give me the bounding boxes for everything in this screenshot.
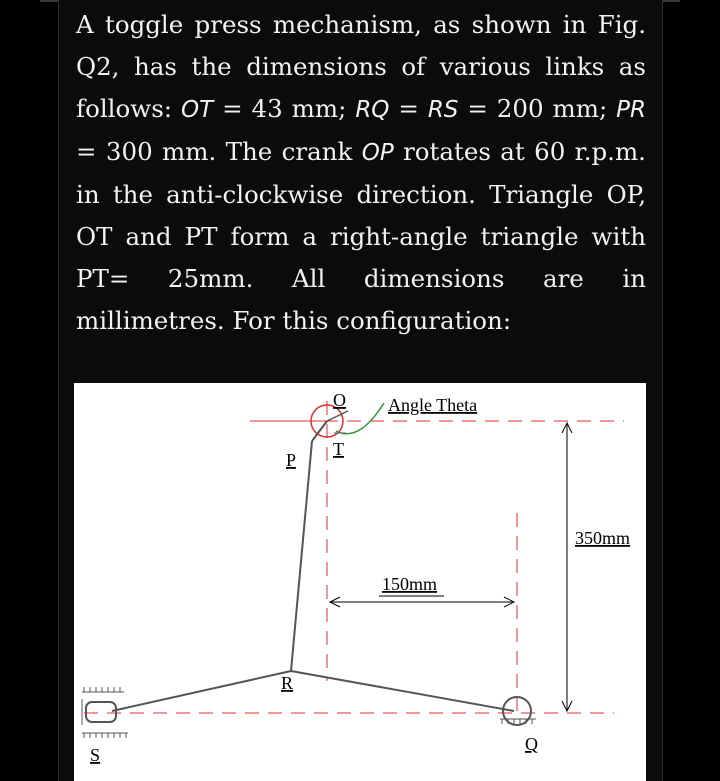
- link-label-rs: RS: [427, 97, 459, 123]
- dimension-vertical: [562, 423, 572, 711]
- problem-text-part: = 200 mm;: [458, 94, 617, 123]
- centerlines: [84, 401, 624, 713]
- label-r: R: [281, 673, 294, 693]
- link-label-rq: RQ: [355, 97, 390, 123]
- link-label-pr: PR: [616, 97, 647, 123]
- link-label-ot: OT: [180, 97, 214, 123]
- label-dim-150mm: 150mm: [382, 574, 438, 594]
- crank-op: [327, 411, 348, 421]
- label-p: P: [286, 450, 297, 470]
- label-s: S: [90, 745, 101, 765]
- label-dim-350mm: 350mm: [575, 528, 631, 548]
- link-pr: [291, 441, 312, 671]
- label-angle-theta: Angle Theta: [388, 395, 478, 415]
- dimension-horizontal: [330, 596, 514, 607]
- problem-text-part: = 300 mm. The crank: [76, 137, 362, 166]
- label-t: T: [333, 439, 344, 459]
- mechanism-diagram: [74, 383, 646, 781]
- label-o: O: [333, 390, 346, 410]
- problem-text-part: A toggle press mechanism, as shown in Fig. Q2, has the dimensions of various links as follows:: [76, 10, 646, 123]
- link-rs: [112, 671, 294, 711]
- mechanism-figure: [74, 383, 646, 781]
- problem-text-part: = 43 mm;: [213, 94, 356, 123]
- links: [112, 421, 514, 711]
- slider-block: [86, 702, 116, 722]
- problem-text-part: rotates at 60 r.p.m. in the anti-clockwise direction. Triangle OP, OT and PT form a right-angle triangle with PT= 25mm. All dimensions are in millimetres. For this configuration:: [76, 137, 646, 335]
- link-label-op: OP: [361, 140, 394, 166]
- problem-statement: [76, 4, 646, 342]
- problem-text-part: =: [389, 94, 428, 123]
- label-q: Q: [525, 734, 538, 754]
- link-rq: [291, 671, 514, 711]
